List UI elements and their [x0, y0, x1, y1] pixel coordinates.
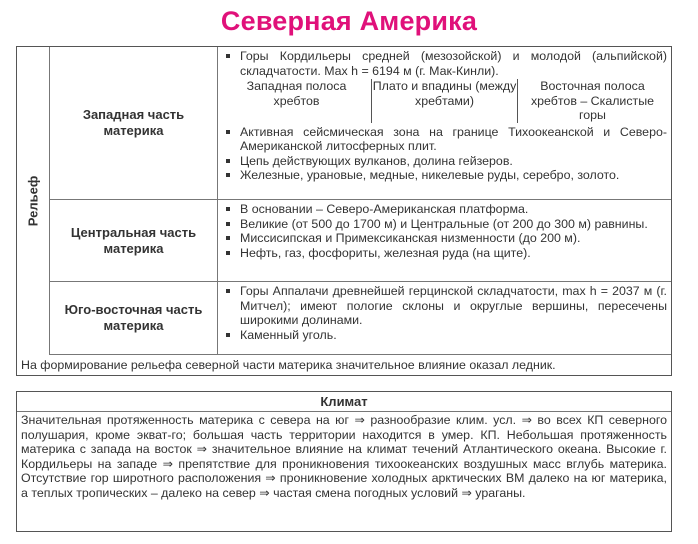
southeast-content: [218, 282, 671, 354]
glacier-note: На формирование рельефа северной части материка значительное влияние оказал ледник.: [21, 358, 556, 372]
west-strips: [222, 79, 667, 123]
west-content: [218, 47, 671, 199]
row-west: [50, 47, 671, 200]
strip-west: Западная полоса хребтов: [246, 79, 347, 108]
climate-box: [16, 391, 672, 532]
central-bullet: В основании – Северо-Американская платформа.: [222, 202, 667, 217]
strip-plateau: Плато и впадины (между хребтами): [371, 79, 518, 123]
southeast-bullet: Горы Аппалачи древнейшей герцинской складчатости, max h = 2037 м (г. Митчел); имеют пологие склоны и округлые вершины, пересечены широкими долинами.: [222, 284, 667, 328]
page-title: Северная Америка: [220, 6, 478, 36]
climate-text: Значительная протяженность материка с севера на юг ⇒ разнообразие клим. усл. ⇒ во всех КП северного полушария, кроме экват-го; большая часть территории находится в умер. КП. Небольшая протяженность материка с запада на восток ⇒ значительное влияние на климат течений Атлантического океана. Высокие г. Кордильеры на западе ⇒ препятствие для проникновения тихоокеанских воздушных масс вглубь материка. Отсутствие гор широтного расположения ⇒ проникновение холодных арктических ВМ далеко на юг материка, а теплых тропических – далеко на север ⇒ частая смена погодных условий ⇒ ураганы.: [21, 413, 667, 500]
central-bullet: Великие (от 500 до 1700 м) и Центральные (от 200 до 300 м) равнины.: [222, 217, 667, 232]
west-bullet-mountains: Горы Кордильеры средней (мезозойской) и молодой (альпийской) складчатости. Max h = 6194 м (г. Мак-Кинли).: [222, 49, 667, 78]
central-content: [218, 200, 671, 281]
west-bullet: Железные, урановые, медные, никелевые руды, серебро, золото.: [222, 168, 667, 183]
strip-east: Восточная полоса хребтов – Скалистые горы: [530, 79, 655, 122]
relief-label: Рельеф: [25, 175, 41, 227]
central-bullet: Миссисипская и Примексиканская низменности (до 200 м).: [222, 231, 667, 246]
relief-label-cell: [17, 47, 50, 355]
southeast-label: Юго-восточная часть материка: [50, 282, 218, 354]
southeast-bullet: Каменный уголь.: [222, 328, 667, 343]
central-label: Центральная часть материка: [50, 200, 218, 281]
west-label: Западная часть материка: [50, 47, 218, 199]
central-bullet: Нефть, газ, фосфориты, железная руда (на щите).: [222, 246, 667, 261]
row-central: [50, 200, 671, 282]
row-southeast: [50, 282, 671, 355]
relief-table: [16, 46, 672, 376]
west-bullet: Цепь действующих вулканов, долина гейзеров.: [222, 154, 667, 169]
climate-title: Климат: [17, 392, 671, 412]
west-bullet: Активная сейсмическая зона на границе Тихоокеанской и Северо-Американской литосферных плит.: [222, 125, 667, 154]
